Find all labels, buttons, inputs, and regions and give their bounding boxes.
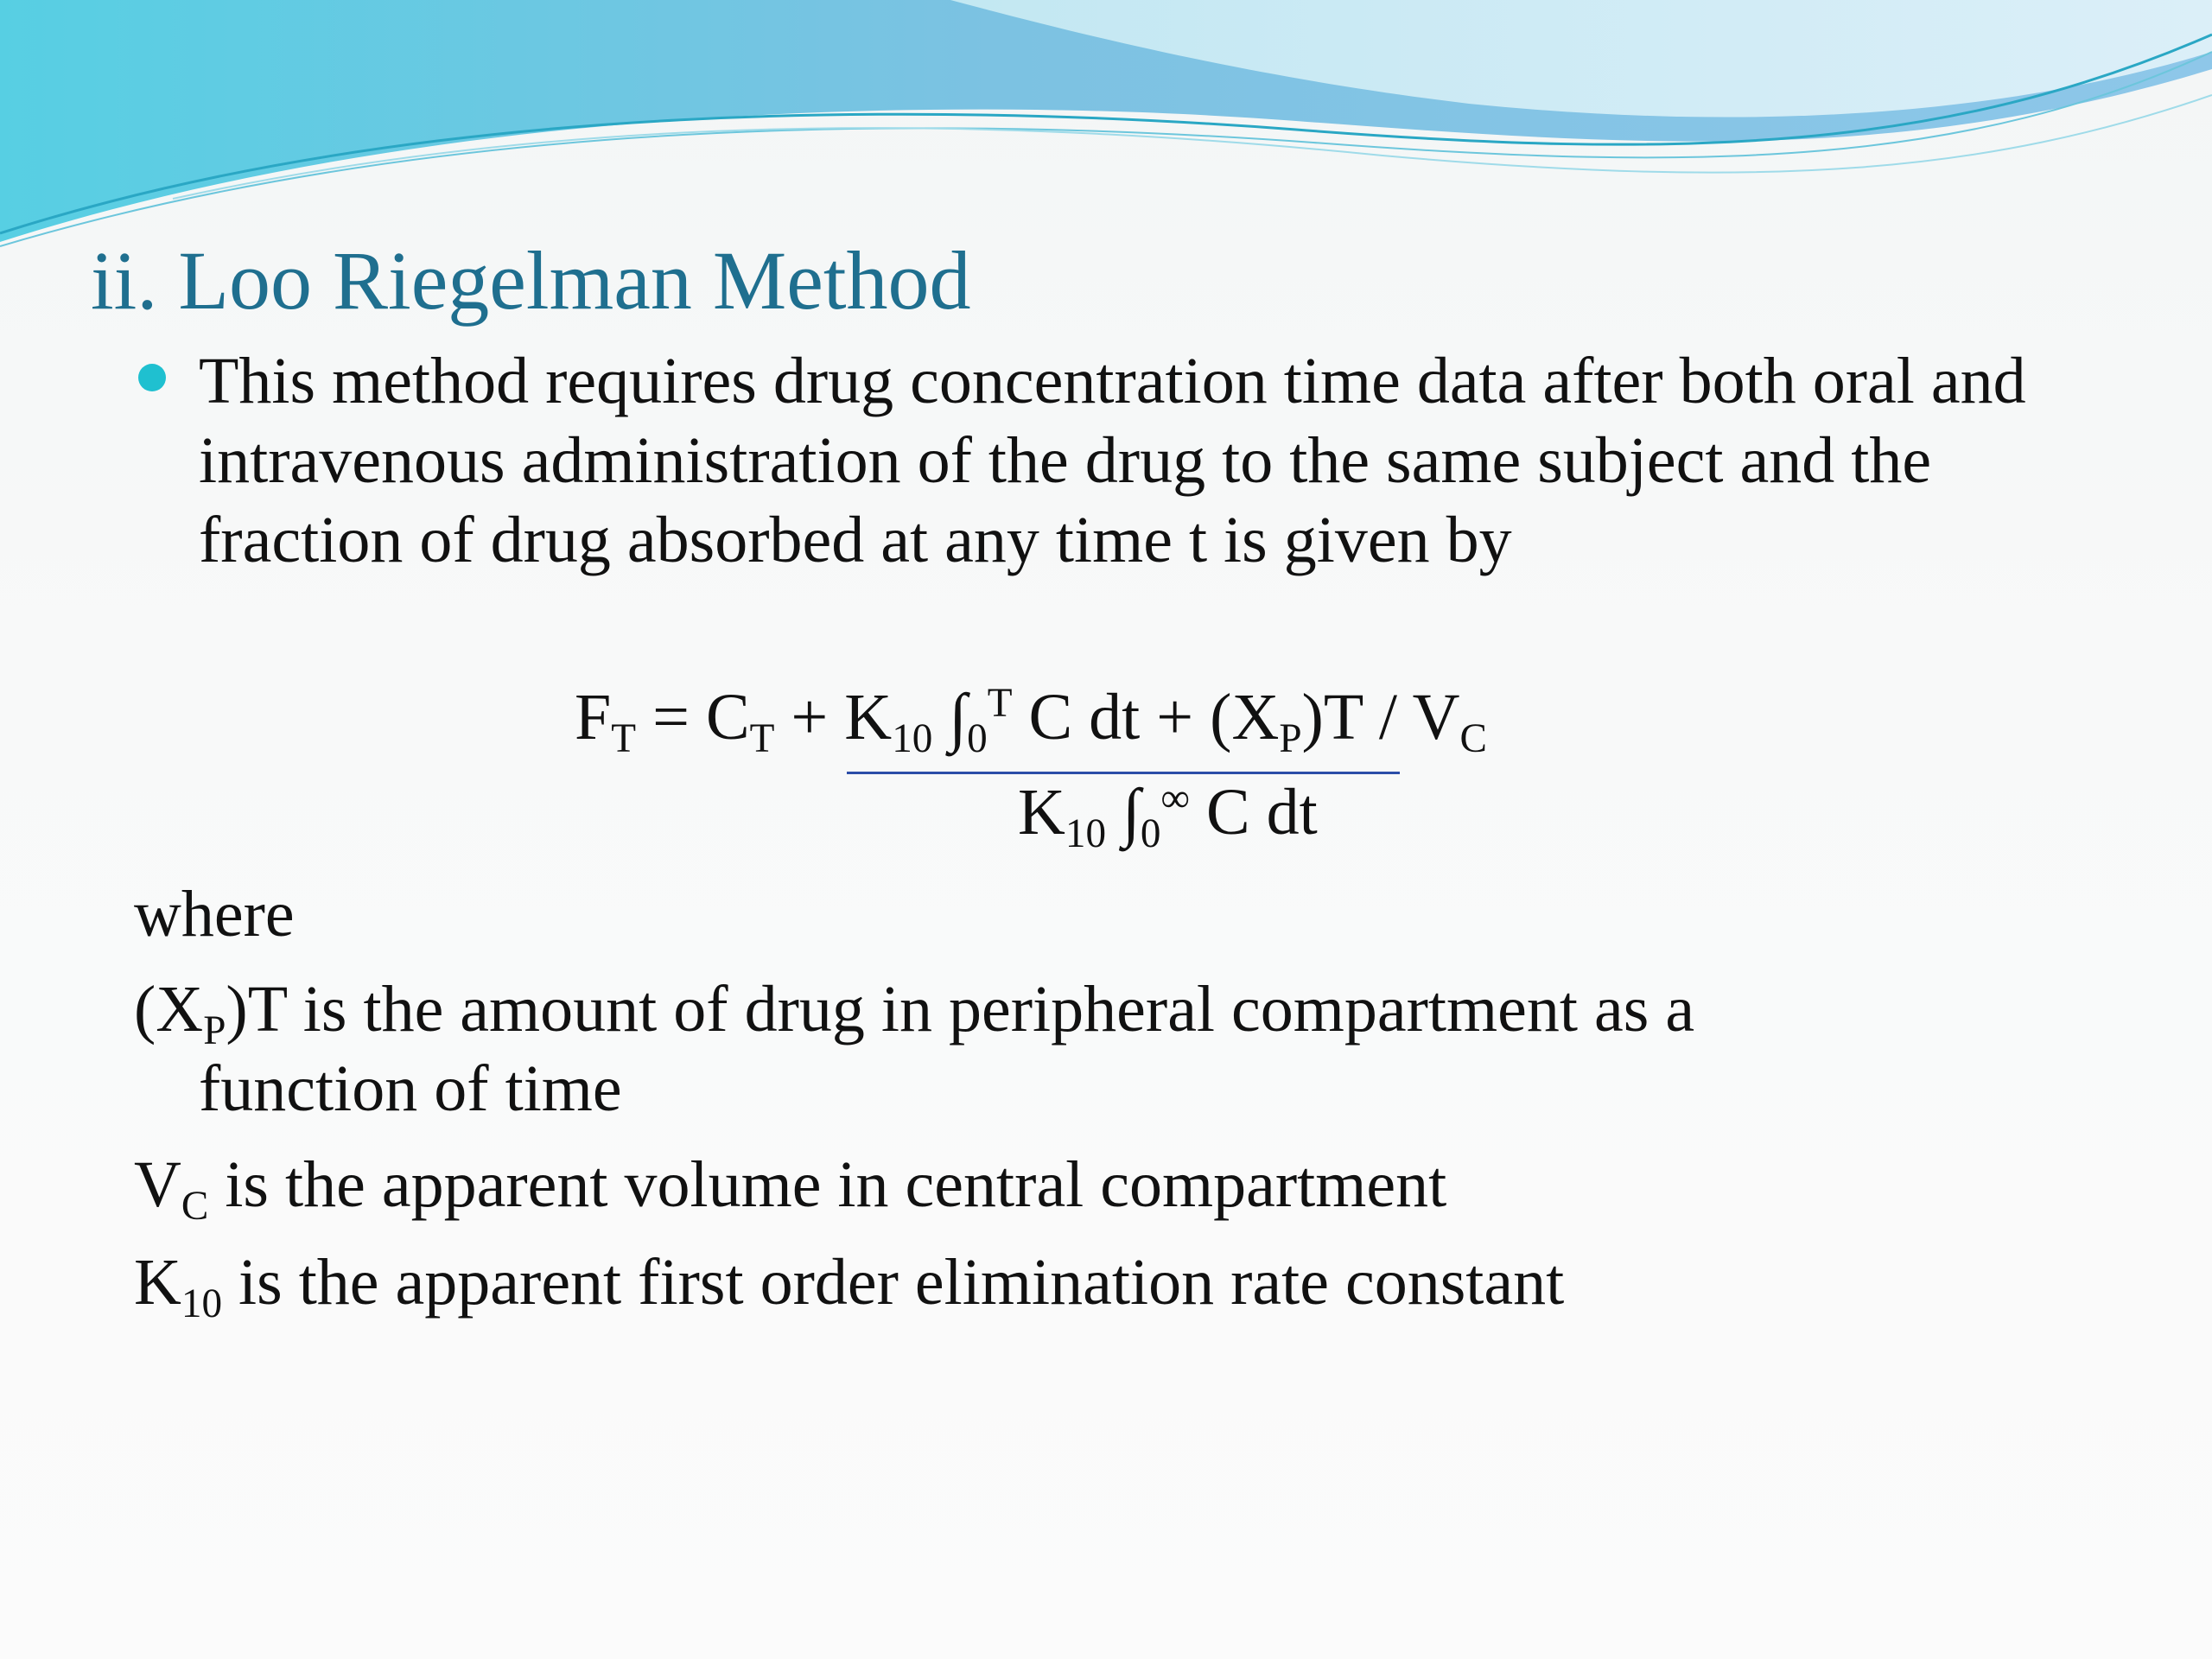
formula-den-k-subscript: 10 — [1065, 811, 1106, 857]
formula-integral: ∫ — [932, 681, 968, 753]
definition-k10-k: K — [134, 1246, 181, 1319]
definition-vc-text: is the apparent volume in central compartment — [208, 1148, 1447, 1221]
definition-k10 — [134, 1243, 1565, 1327]
formula-c: C — [705, 681, 750, 753]
formula-integral-lower: 0 — [967, 716, 988, 762]
formula-den-integral-upper: ∞ — [1160, 776, 1190, 822]
definition-vc-subscript: C — [181, 1184, 209, 1230]
formula-den-c-dt: C dt — [1189, 776, 1318, 849]
formula-k: K — [844, 681, 893, 753]
definition-xp-subscript: P — [203, 1008, 226, 1054]
bullet-text: This method requires drug concentration time data after both oral and intravenous administration of the drug to the same subject and the fraction of drug absorbed at any time t is given by — [199, 345, 2026, 576]
definition-k10-text: is the apparent first order elimination rate constant — [222, 1246, 1565, 1319]
formula-f-subscript: T — [611, 716, 637, 762]
formula-xp-subscript: P — [1279, 716, 1302, 762]
formula-k-subscript: 10 — [892, 716, 933, 762]
formula-c-dt: C dt + — [1012, 681, 1211, 753]
where-label: where — [134, 878, 295, 950]
formula-plus: + — [774, 681, 845, 753]
definition-xp-text: )T is the amount of drug in peripheral compartment as a — [226, 973, 1695, 1046]
formula-den-integral: ∫ — [1106, 776, 1141, 849]
formula-vc-subscript: C — [1459, 716, 1487, 762]
definition-xp-continuation: function of time — [199, 1052, 622, 1125]
formula-xp-open: (X — [1210, 681, 1280, 753]
formula-equals: = — [636, 681, 706, 753]
formula-loo-riegelman — [0, 674, 2212, 864]
definition-vc-v: V — [134, 1148, 181, 1221]
formula-integral-upper: T — [987, 681, 1013, 727]
formula-den-integral-lower: 0 — [1140, 811, 1161, 857]
bullet-icon — [138, 364, 166, 391]
formula-den-k: K — [1018, 776, 1065, 849]
slide-title: ii. Loo Riegelman Method — [91, 234, 971, 327]
definition-xp-open: (X — [134, 973, 204, 1046]
formula-xp-close: )T / V — [1301, 681, 1460, 753]
formula-denominator — [1018, 769, 1318, 855]
formula-f: F — [575, 681, 612, 753]
definition-vc — [134, 1145, 1447, 1230]
definition-k10-subscript: 10 — [181, 1281, 222, 1327]
definition-xp — [134, 969, 1695, 1054]
formula-c-subscript: T — [749, 716, 775, 762]
header-wave-decoration — [0, 0, 2212, 259]
formula-numerator — [575, 674, 1487, 760]
